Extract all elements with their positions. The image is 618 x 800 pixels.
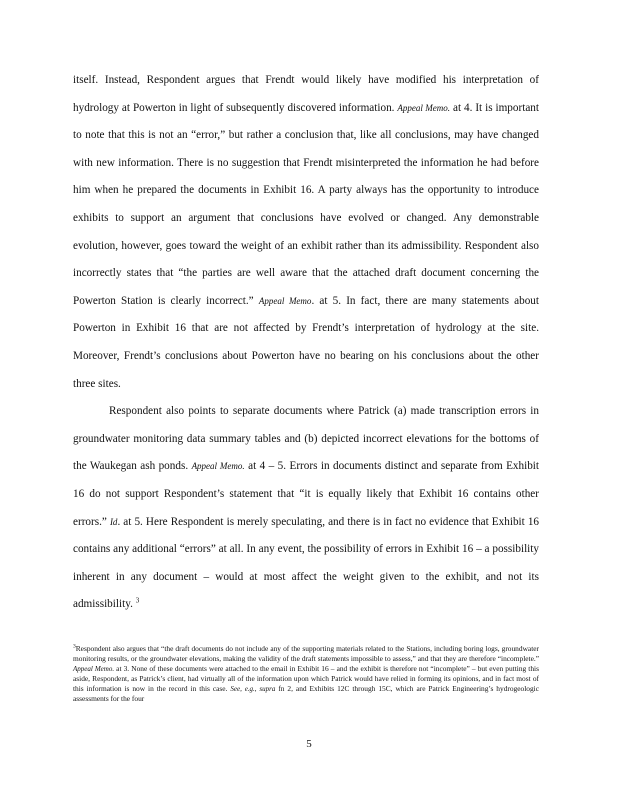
footnote-reference[interactable]: 3 [135,596,140,605]
page-number: 5 [306,738,312,750]
footnote-mark: 3 [73,643,76,650]
citation-id: Id [109,516,118,527]
citation-appeal-memo: Appeal Memo. [73,665,115,673]
footnote-3 [73,644,539,704]
paragraph-1-text-a: itself. Instead, Respondent argues that Frendt would likely have modified his interpretation of hydrology at Powerton in light of subsequently discovered information. [73,74,539,114]
body-text [73,67,539,619]
citation-appeal-memo: Appeal Memo [258,295,312,306]
paragraph-2 [73,398,539,619]
citation-appeal-memo: Appeal Memo. [191,461,245,472]
paragraph-1 [73,67,539,398]
footnote-text-a: Respondent also argues that “the draft documents do not include any of the supporting materials related to the Stations, including boring logs, groundwater monitoring results, or the groundwater elevations, making the validity of the draft statements impossible to assess,” and that they are therefore “incomplete.” [73,644,539,663]
footnote-text-b: at 3. None of these documents were attached to the email in Exhibit 16 – and the exhibit is therefore not “incomplete” – but even putting this aside, Respondent, as Patrick’s client, had virtually all of the information upon which Patrick would have relied in forming its opinions, and in fact most of this information is now in the record in this case. [73,664,539,693]
paragraph-1-text-c: . at 5. In fact, there are many statements about Powerton in Exhibit 16 that are not affected by Frendt’s interpretation of hydrology at the site. Moreover, Frendt’s conclusions about Powerton have no bearing on his conclusions about the other three sites. [73,294,540,390]
footnote-text-c: fn 2, and Exhibits 12C through 15C, which are Patrick Engineering’s hydrogeologic assessments for the four [73,684,539,703]
citation-see-eg: See, e.g., supra [230,685,276,693]
paragraph-2-text-a: Respondent also points to separate documents where Patrick (a) made transcription errors in groundwater monitoring data summary tables and (b) depicted incorrect elevations for the bottoms of the Waukegan ash ponds. [73,405,539,473]
paragraph-2-text-c: . at 5. Here Respondent is merely speculating, and there is in fact no evidence that Exhibit 16 contains any additional “errors” at all. In any event, the possibility of errors in Exhibit 16 – a possibility inherent in any document – would at most affect the weight given to the exhibit, and not its admissibility. [73,515,540,611]
citation-appeal-memo: Appeal Memo. [397,102,451,113]
paragraph-1-text-b: at 4. It is important to note that this is not an “error,” but rather a conclusion that, like all conclusions, may have changed with new information. There is no suggestion that Frendt misinterpreted the information he had before him when he prepared the documents in Exhibit 16. A party always has the opportunity to introduce exhibits to support an argument that conclusions have evolved or changed. Any demonstrable evolution, however, goes toward the weight of an exhibit rather than its admissibility. Respondent also incorrectly states that “the parties are well aware that the attached draft document concerning the Powerton Station is clearly incorrect.” [73,101,539,307]
paragraph-2-text-b: at 4 – 5. Errors in documents distinct and separate from Exhibit 16 do not support Respondent’s statement that “it is equally likely that Exhibit 16 contains other errors.” [73,460,540,528]
